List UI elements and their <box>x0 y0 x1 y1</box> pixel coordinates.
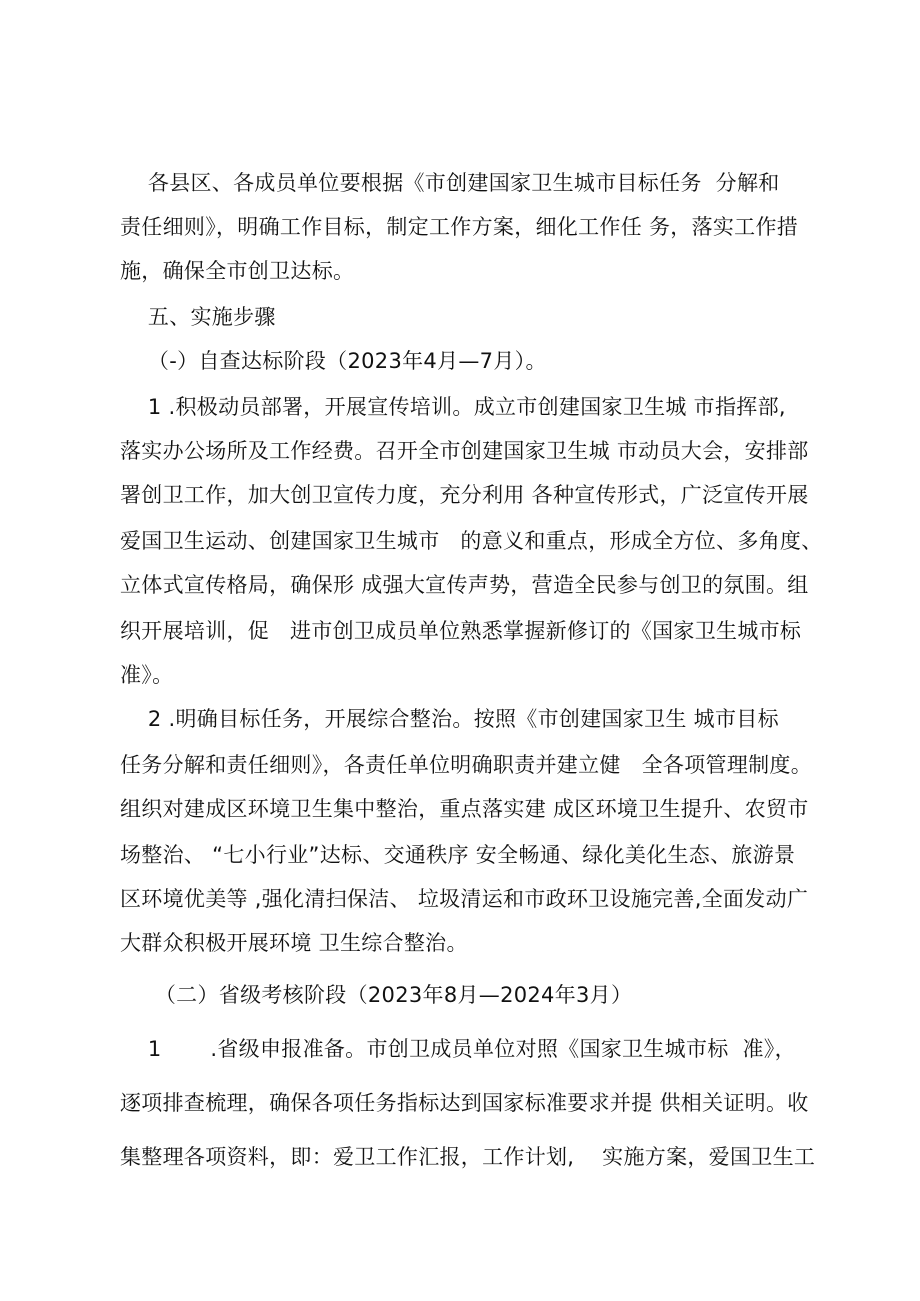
text-line: 署创卫工作，加大创卫宣传力度，充分利用 各种宣传形式，广泛宣传开展 <box>120 483 809 507</box>
text-line: 场整治、 “七小行业”达标、交通秩序 安全畅通、绿化美化生态、旅游景 <box>120 843 796 867</box>
text-line: 落实办公场所及工作经费。召开全市创建国家卫生城 市动员大会，安排部 <box>120 439 809 463</box>
text-line: 组织对建成区环境卫生集中整治，重点落实建 成区环境卫生提升、农贸市 <box>120 797 809 821</box>
text-line: 任务分解和责任细则》，各责任单位明确职责并建立健 全各项管理制度。 <box>120 753 813 777</box>
text-line: 1 .积极动员部署，开展宣传培训。成立市创建国家卫生城 市指挥部, <box>120 395 786 419</box>
subsection-heading: （二）省级考核阶段（2023年8月—2024年3月） <box>120 983 633 1007</box>
text-line: 集整理各项资料，即：爱卫工作汇报，工作计划, 实施方案，爱国卫生工 <box>120 1145 816 1169</box>
text-line: 爱国卫生运动、创建国家卫生城市 的意义和重点，形成全方位、多角度、 <box>120 529 823 553</box>
text-line: 1 .省级申报准备。市创卫成员单位对照《国家卫生城市标 准》， <box>120 1037 796 1061</box>
text-line: 织开展培训，促 进市创卫成员单位熟悉掌握新修订的《国家卫生城市标 <box>120 619 802 643</box>
text-line: 施，确保全市创卫达标。 <box>120 259 355 283</box>
text-line: 区环境优美等 ,强化清扫保洁、 垃圾清运和市政环卫设施完善,全面发动广 <box>120 887 809 911</box>
text-line: 2 .明确目标任务，开展综合整治。按照《市创建国家卫生 城市目标 <box>120 707 779 731</box>
subsection-heading: （-）自查达标阶段（2023年4月—7月）。 <box>120 349 547 373</box>
text-line: 立体式宣传格局，确保形 成强大宣传声势，营造全民参与创卫的氛围。组 <box>120 573 809 597</box>
text-line: 各县区、各成员单位要根据《市创建国家卫生城市目标任务 分解和 <box>120 171 780 195</box>
section-heading: 五、实施步骤 <box>120 305 276 329</box>
text-line: 责任细则》，明确工作目标，制定工作方案，细化工作任 务，落实工作措 <box>120 215 799 239</box>
text-line: 准》。 <box>120 663 174 687</box>
text-line: 大群众积极开展环境 卫生综合整治。 <box>120 931 468 955</box>
text-line: 逐项排查梳理，确保各项任务指标达到国家标准要求并提 供相关证明。收 <box>120 1091 809 1115</box>
